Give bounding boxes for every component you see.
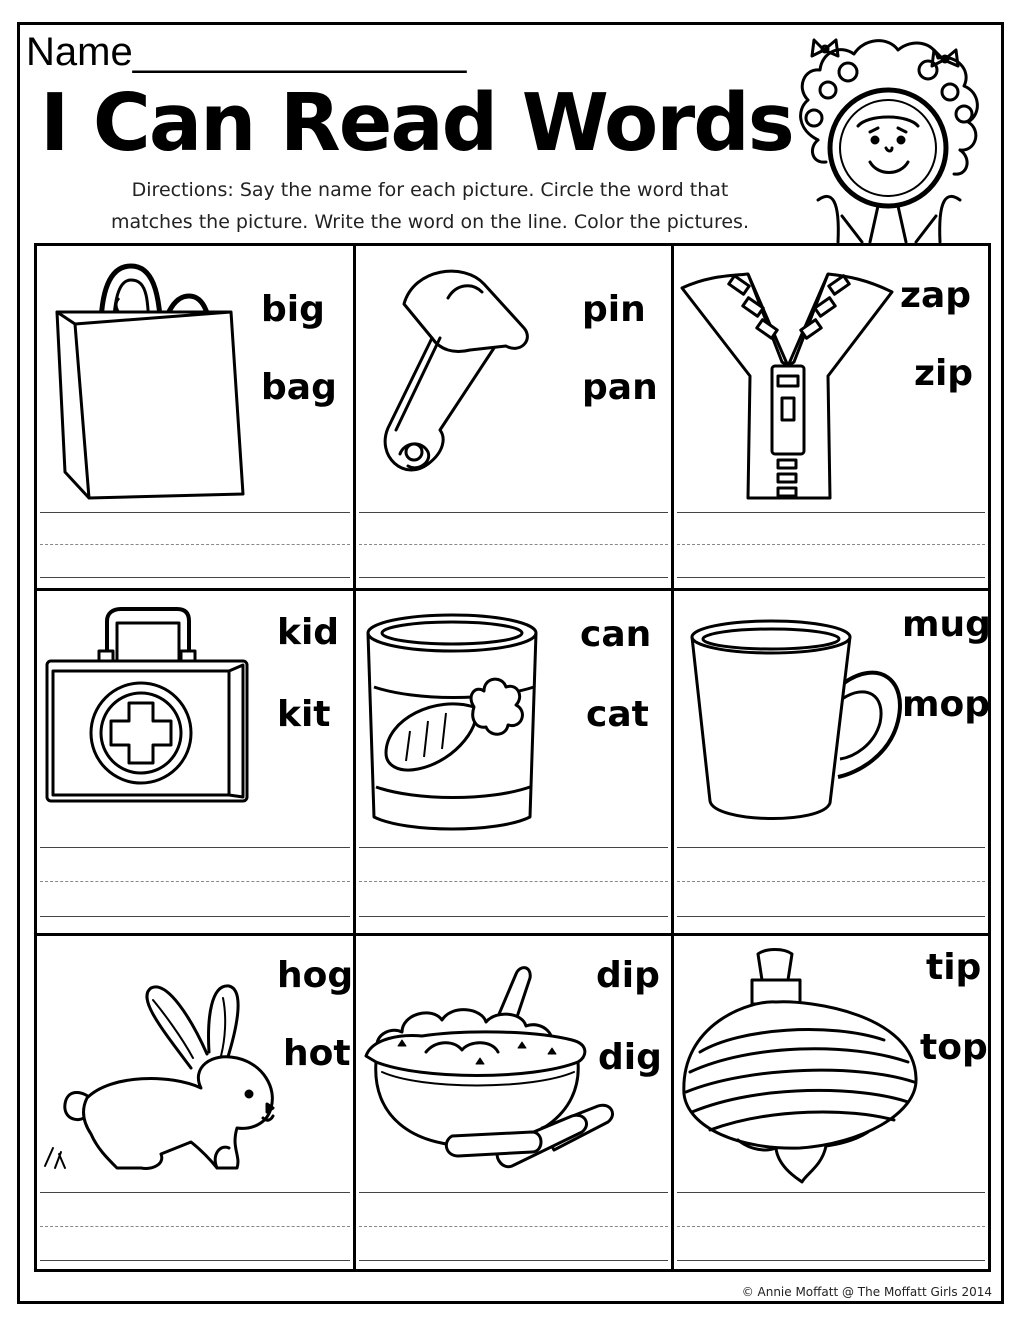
writing-line-dashed bbox=[677, 1226, 985, 1227]
word-option[interactable]: zap bbox=[900, 275, 972, 316]
safety-pin-icon bbox=[374, 258, 564, 496]
writing-line bbox=[359, 916, 668, 917]
worksheet-cell bbox=[674, 936, 988, 1272]
worksheet-grid bbox=[34, 243, 991, 1272]
writing-line bbox=[677, 577, 985, 578]
word-option[interactable]: pan bbox=[582, 367, 658, 408]
writing-line bbox=[40, 1192, 350, 1193]
writing-line bbox=[359, 847, 668, 848]
writing-line bbox=[40, 847, 350, 848]
zipper-icon bbox=[678, 266, 898, 504]
writing-line-dashed bbox=[359, 881, 668, 882]
writing-line-dashed bbox=[40, 544, 350, 545]
word-option[interactable]: mug bbox=[902, 604, 991, 645]
word-option[interactable]: mop bbox=[902, 684, 991, 725]
writing-line bbox=[40, 916, 350, 917]
writing-line bbox=[677, 512, 985, 513]
word-option[interactable]: pin bbox=[582, 289, 646, 330]
writing-line bbox=[677, 847, 985, 848]
worksheet-cell bbox=[356, 591, 671, 933]
writing-line-dashed bbox=[40, 1226, 350, 1227]
bowl-icon bbox=[362, 956, 624, 1186]
copyright-footer: © Annie Moffatt @ The Moffatt Girls 2014 bbox=[741, 1285, 992, 1299]
directions-line-1: Directions: Say the name for each picture. Circle the word that bbox=[131, 179, 729, 201]
directions bbox=[70, 174, 790, 238]
writing-line bbox=[359, 1260, 668, 1261]
rabbit-icon bbox=[41, 978, 281, 1178]
word-option[interactable]: zip bbox=[914, 353, 974, 394]
can-icon bbox=[366, 611, 566, 833]
worksheet-cell bbox=[674, 246, 988, 588]
word-option[interactable]: cat bbox=[586, 694, 649, 735]
word-option[interactable]: tip bbox=[926, 947, 982, 988]
spinning-top-icon bbox=[680, 944, 920, 1186]
writing-line bbox=[359, 577, 668, 578]
name-label: Name_______________ bbox=[26, 30, 467, 74]
writing-line-dashed bbox=[677, 544, 985, 545]
word-option[interactable]: big bbox=[261, 289, 325, 330]
first-aid-kit-icon bbox=[43, 607, 251, 817]
writing-line bbox=[40, 577, 350, 578]
writing-line bbox=[359, 1192, 668, 1193]
writing-line bbox=[359, 512, 668, 513]
worksheet-cell bbox=[356, 246, 671, 588]
worksheet-cell bbox=[356, 936, 671, 1272]
word-option[interactable]: kid bbox=[277, 612, 340, 653]
bag-icon bbox=[51, 258, 251, 506]
word-option[interactable]: bag bbox=[261, 367, 337, 408]
word-option[interactable]: dip bbox=[596, 955, 660, 996]
writing-line bbox=[677, 1192, 985, 1193]
writing-line-dashed bbox=[359, 544, 668, 545]
worksheet-cell bbox=[37, 246, 353, 588]
writing-line-dashed bbox=[359, 1226, 668, 1227]
word-option[interactable]: hot bbox=[283, 1033, 351, 1074]
writing-line-dashed bbox=[40, 881, 350, 882]
word-option[interactable]: top bbox=[920, 1027, 988, 1068]
word-option[interactable]: can bbox=[580, 614, 652, 655]
word-option[interactable]: hog bbox=[277, 955, 354, 996]
writing-line bbox=[677, 1260, 985, 1261]
worksheet-cell bbox=[37, 936, 353, 1272]
page-title: I Can Read Words bbox=[40, 77, 793, 169]
writing-line-dashed bbox=[677, 881, 985, 882]
word-option[interactable]: dig bbox=[598, 1037, 662, 1078]
writing-line bbox=[40, 512, 350, 513]
girl-magnifier-icon bbox=[778, 30, 1010, 246]
worksheet-cell bbox=[37, 591, 353, 933]
mug-icon bbox=[688, 617, 904, 829]
directions-line-2: matches the picture. Write the word on the line. Color the pictures. bbox=[110, 211, 749, 233]
word-option[interactable]: kit bbox=[277, 694, 331, 735]
writing-line bbox=[40, 1260, 350, 1261]
writing-line bbox=[677, 916, 985, 917]
worksheet-cell bbox=[674, 591, 991, 933]
